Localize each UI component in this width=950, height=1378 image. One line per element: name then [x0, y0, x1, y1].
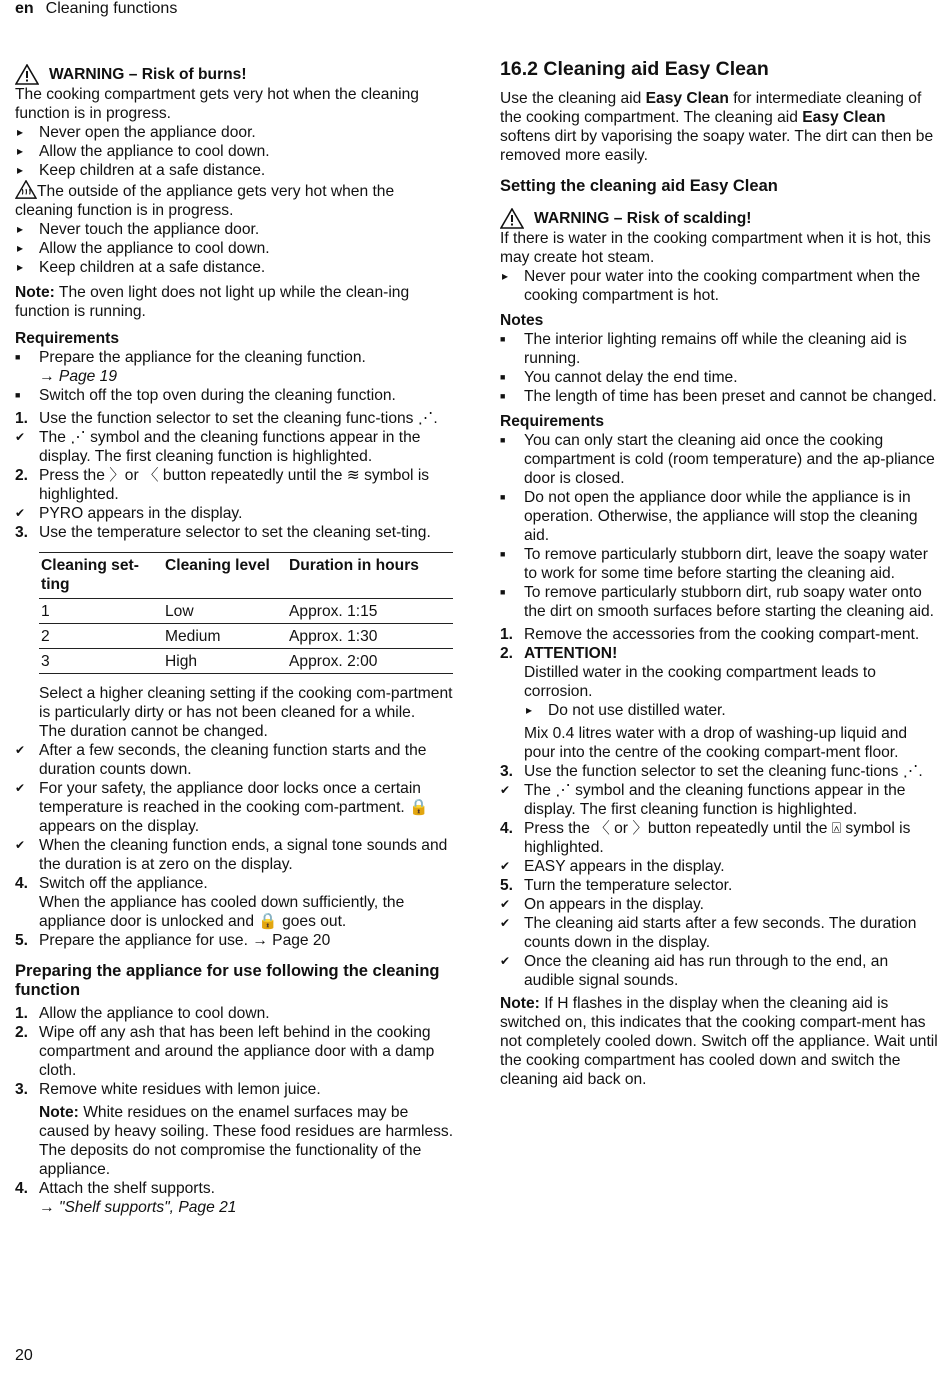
- right-column: [500, 58, 940, 1089]
- prep-steps-list: [15, 1004, 455, 1217]
- note: Note: White residues on the enamel surfaces may be caused by heavy soiling. These food residues are harmless. The deposits do not compromise the functionality of the appliance.: [39, 1104, 454, 1178]
- list-item: ▸ Allow the appliance to cool down.: [15, 142, 455, 161]
- list-item: ■ You can only start the cleaning aid once the cooking compartment is cold (room temperature) and the ap-pliance door is closed.: [500, 431, 940, 488]
- list-item: ■ To remove particularly stubborn dirt, leave the soapy water to work for some time before starting the cleaning aid.: [500, 545, 940, 583]
- requirements-list: [15, 348, 455, 405]
- result-item: ✔ EASY appears in the display.: [500, 857, 940, 876]
- column-header: Cleaning set-ting: [39, 553, 163, 599]
- result-item: ✔ For your safety, the appliance door locks once a certain temperature is reached in the cooking com-partment. 🔒 appears on the display.: [15, 779, 455, 836]
- list-item: ▸ Keep children at a safe distance.: [15, 161, 455, 180]
- list-item: ■ The interior lighting remains off while the cleaning aid is running.: [500, 330, 940, 368]
- warning-bullets: [15, 123, 455, 180]
- list-item: ▸ Never touch the appliance door.: [15, 220, 455, 239]
- warning-text-2: The outside of the appliance gets very hot when the cleaning function is in progress.: [15, 180, 455, 220]
- cleaning-settings-table: [39, 552, 453, 674]
- language-code: en: [15, 0, 34, 17]
- table-row: 1 Low Approx. 1:15: [39, 599, 453, 624]
- result-item: ✔ The cleaning aid starts after a few seconds. The duration counts down in the display.: [500, 914, 940, 952]
- step-item: 5. Turn the temperature selector.: [500, 877, 733, 894]
- result-item: ✔ On appears in the display.: [500, 895, 940, 914]
- page-number: 20: [15, 1347, 33, 1364]
- note: Note: If H flashes in the display when the cleaning aid is switched on, this indicates that the cooking compart-ment has not completely cooled down. Switch off the appliance. Wait until the cooking compartment has cooled down and switch the cleaning aid back on.: [500, 995, 938, 1088]
- column-header: Cleaning level: [163, 553, 287, 599]
- step-item: 5. Prepare the appliance for use. → Page 20: [15, 932, 331, 949]
- left-column: [15, 58, 455, 1217]
- step-item: 3. Remove white residues with lemon juice. Note: White residues on the enamel surfaces may be caused by heavy soiling. These food residues are harmless. The deposits do not compromise the functionality of the appliance.: [15, 1081, 454, 1178]
- list-item: ■ To remove particularly stubborn dirt, rub soapy water onto the dirt on smooth surfaces before starting the cleaning aid.: [500, 583, 940, 621]
- result-item: ✔ After a few seconds, the cleaning function starts and the duration counts down.: [15, 741, 455, 779]
- subsection-heading: Setting the cleaning aid Easy Clean: [500, 177, 778, 195]
- warning-triangle-icon: [15, 64, 39, 85]
- requirements-list: [500, 431, 940, 621]
- steps-list: [500, 625, 940, 990]
- result-item: ✔ When the cleaning function ends, a signal tone sounds and the duration is at zero on the display.: [15, 836, 455, 874]
- requirements-title: Requirements: [15, 330, 119, 347]
- notes-list: [500, 330, 940, 406]
- warning-title-text: WARNING – Risk of burns!: [49, 66, 247, 83]
- warning-text: The cooking compartment gets very hot when the cleaning function is in progress.: [15, 86, 419, 122]
- section-title: 16.2 Cleaning aid Easy Clean: [500, 58, 769, 80]
- list-item: ■ You cannot delay the end time.: [500, 368, 940, 387]
- list-item: ■ Switch off the top oven during the cleaning function.: [15, 386, 455, 405]
- result-item: ✔ PYRO appears in the display.: [15, 504, 455, 523]
- result-item: ✔ Once the cleaning aid has run through to the end, an audible signal sounds.: [500, 952, 940, 990]
- result-item: ✔ The ⋰ symbol and the cleaning functions appear in the display. The first cleaning function is highlighted.: [15, 428, 455, 466]
- step-item: 1. Use the function selector to set the cleaning func-tions ⋰.: [15, 410, 438, 427]
- step-item: 2. Wipe off any ash that has been left behind in the cooking compartment and around the appliance door with a damp cloth.: [15, 1024, 435, 1079]
- warning-bullets: [500, 267, 940, 305]
- hot-surface-icon: [15, 180, 37, 199]
- step-item: 1. Remove the accessories from the cooking compart-ment.: [500, 626, 920, 643]
- list-item: ▸ Never pour water into the cooking compartment when the cooking compartment is hot.: [500, 267, 940, 305]
- list-item: ▸ Keep children at a safe distance.: [15, 258, 455, 277]
- step-item: 4. Switch off the appliance. When the appliance has cooled down sufficiently, the appliance door is unlocked and 🔒 goes out.: [15, 875, 405, 930]
- scalding-warning-title: WARNING – Risk of scalding!: [500, 208, 940, 229]
- list-item: ▸ Allow the appliance to cool down.: [15, 239, 455, 258]
- table-header-row: [39, 553, 453, 599]
- step-item: 4. Attach the shelf supports. → "Shelf supports", Page 21: [15, 1180, 237, 1216]
- list-item: ■ Prepare the appliance for the cleaning function. → Page 19: [15, 348, 455, 386]
- step-item: 3. Use the temperature selector to set the cleaning set-ting.: [15, 524, 431, 541]
- list-item: ▸ Never open the appliance door.: [15, 123, 455, 142]
- warning-text: If there is water in the cooking compartment when it is hot, this may create hot steam.: [500, 230, 931, 266]
- table-row: 3 High Approx. 2:00: [39, 649, 453, 674]
- list-item: ▸ Do not use distilled water.: [524, 701, 940, 720]
- notes-title: Notes: [500, 312, 544, 329]
- warning-triangle-icon: [500, 208, 524, 229]
- warning-bullets-2: [15, 220, 455, 277]
- page-reference: → Page 19: [39, 368, 118, 385]
- burns-warning-title: [15, 64, 455, 85]
- step-item: 4. Press the 〈 or 〉button repeatedly until the ⍓ symbol is highlighted.: [500, 820, 911, 856]
- list-item: ■ The length of time has been preset and cannot be changed.: [500, 387, 940, 406]
- step-item: 2. ATTENTION! Distilled water in the cooking compartment leads to corrosion. ▸ Do not use distilled water. Mix 0.4 litres water with a drop of washing-up liquid and pour into the centre of the cooking compart-ment floor.: [500, 644, 940, 762]
- page-header: [15, 0, 177, 18]
- intro-text: Use the cleaning aid Easy Clean for intermediate cleaning of the cooking compartment. The cleaning aid Easy Clean softens dirt by vaporising the soapy water. The dirt can then be removed more easily.: [500, 90, 934, 164]
- page-reference: → "Shelf supports", Page 21: [39, 1199, 237, 1216]
- steps-list: [15, 409, 455, 542]
- result-item: ✔ The ⋰ symbol and the cleaning functions appear in the display. The first cleaning function is highlighted.: [500, 781, 940, 819]
- column-header: Duration in hours: [287, 553, 453, 599]
- note: Note: The oven light does not light up while the clean-ing function is running.: [15, 284, 410, 320]
- steps-list-2: [15, 741, 455, 950]
- header-title: Cleaning functions: [45, 0, 178, 17]
- step-item: 2. Press the 〉or 〈 button repeatedly until the ≋ symbol is highlighted.: [15, 467, 430, 503]
- step-item: 3. Use the function selector to set the cleaning func-tions ⋰.: [500, 763, 923, 780]
- table-note-2: The duration cannot be changed.: [39, 723, 268, 740]
- table-row: 2 Medium Approx. 1:30: [39, 624, 453, 649]
- table-note: Select a higher cleaning setting if the cooking com-partment is particularly dirty or has not been cleaned for a while.: [39, 685, 453, 721]
- list-item: ■ Do not open the appliance door while the appliance is in operation. Otherwise, the appliance will stop the cleaning aid.: [500, 488, 940, 545]
- step-item: 1. Allow the appliance to cool down.: [15, 1005, 270, 1022]
- section-heading: Preparing the appliance for use following the cleaning function: [15, 962, 440, 999]
- requirements-title: Requirements: [500, 413, 604, 430]
